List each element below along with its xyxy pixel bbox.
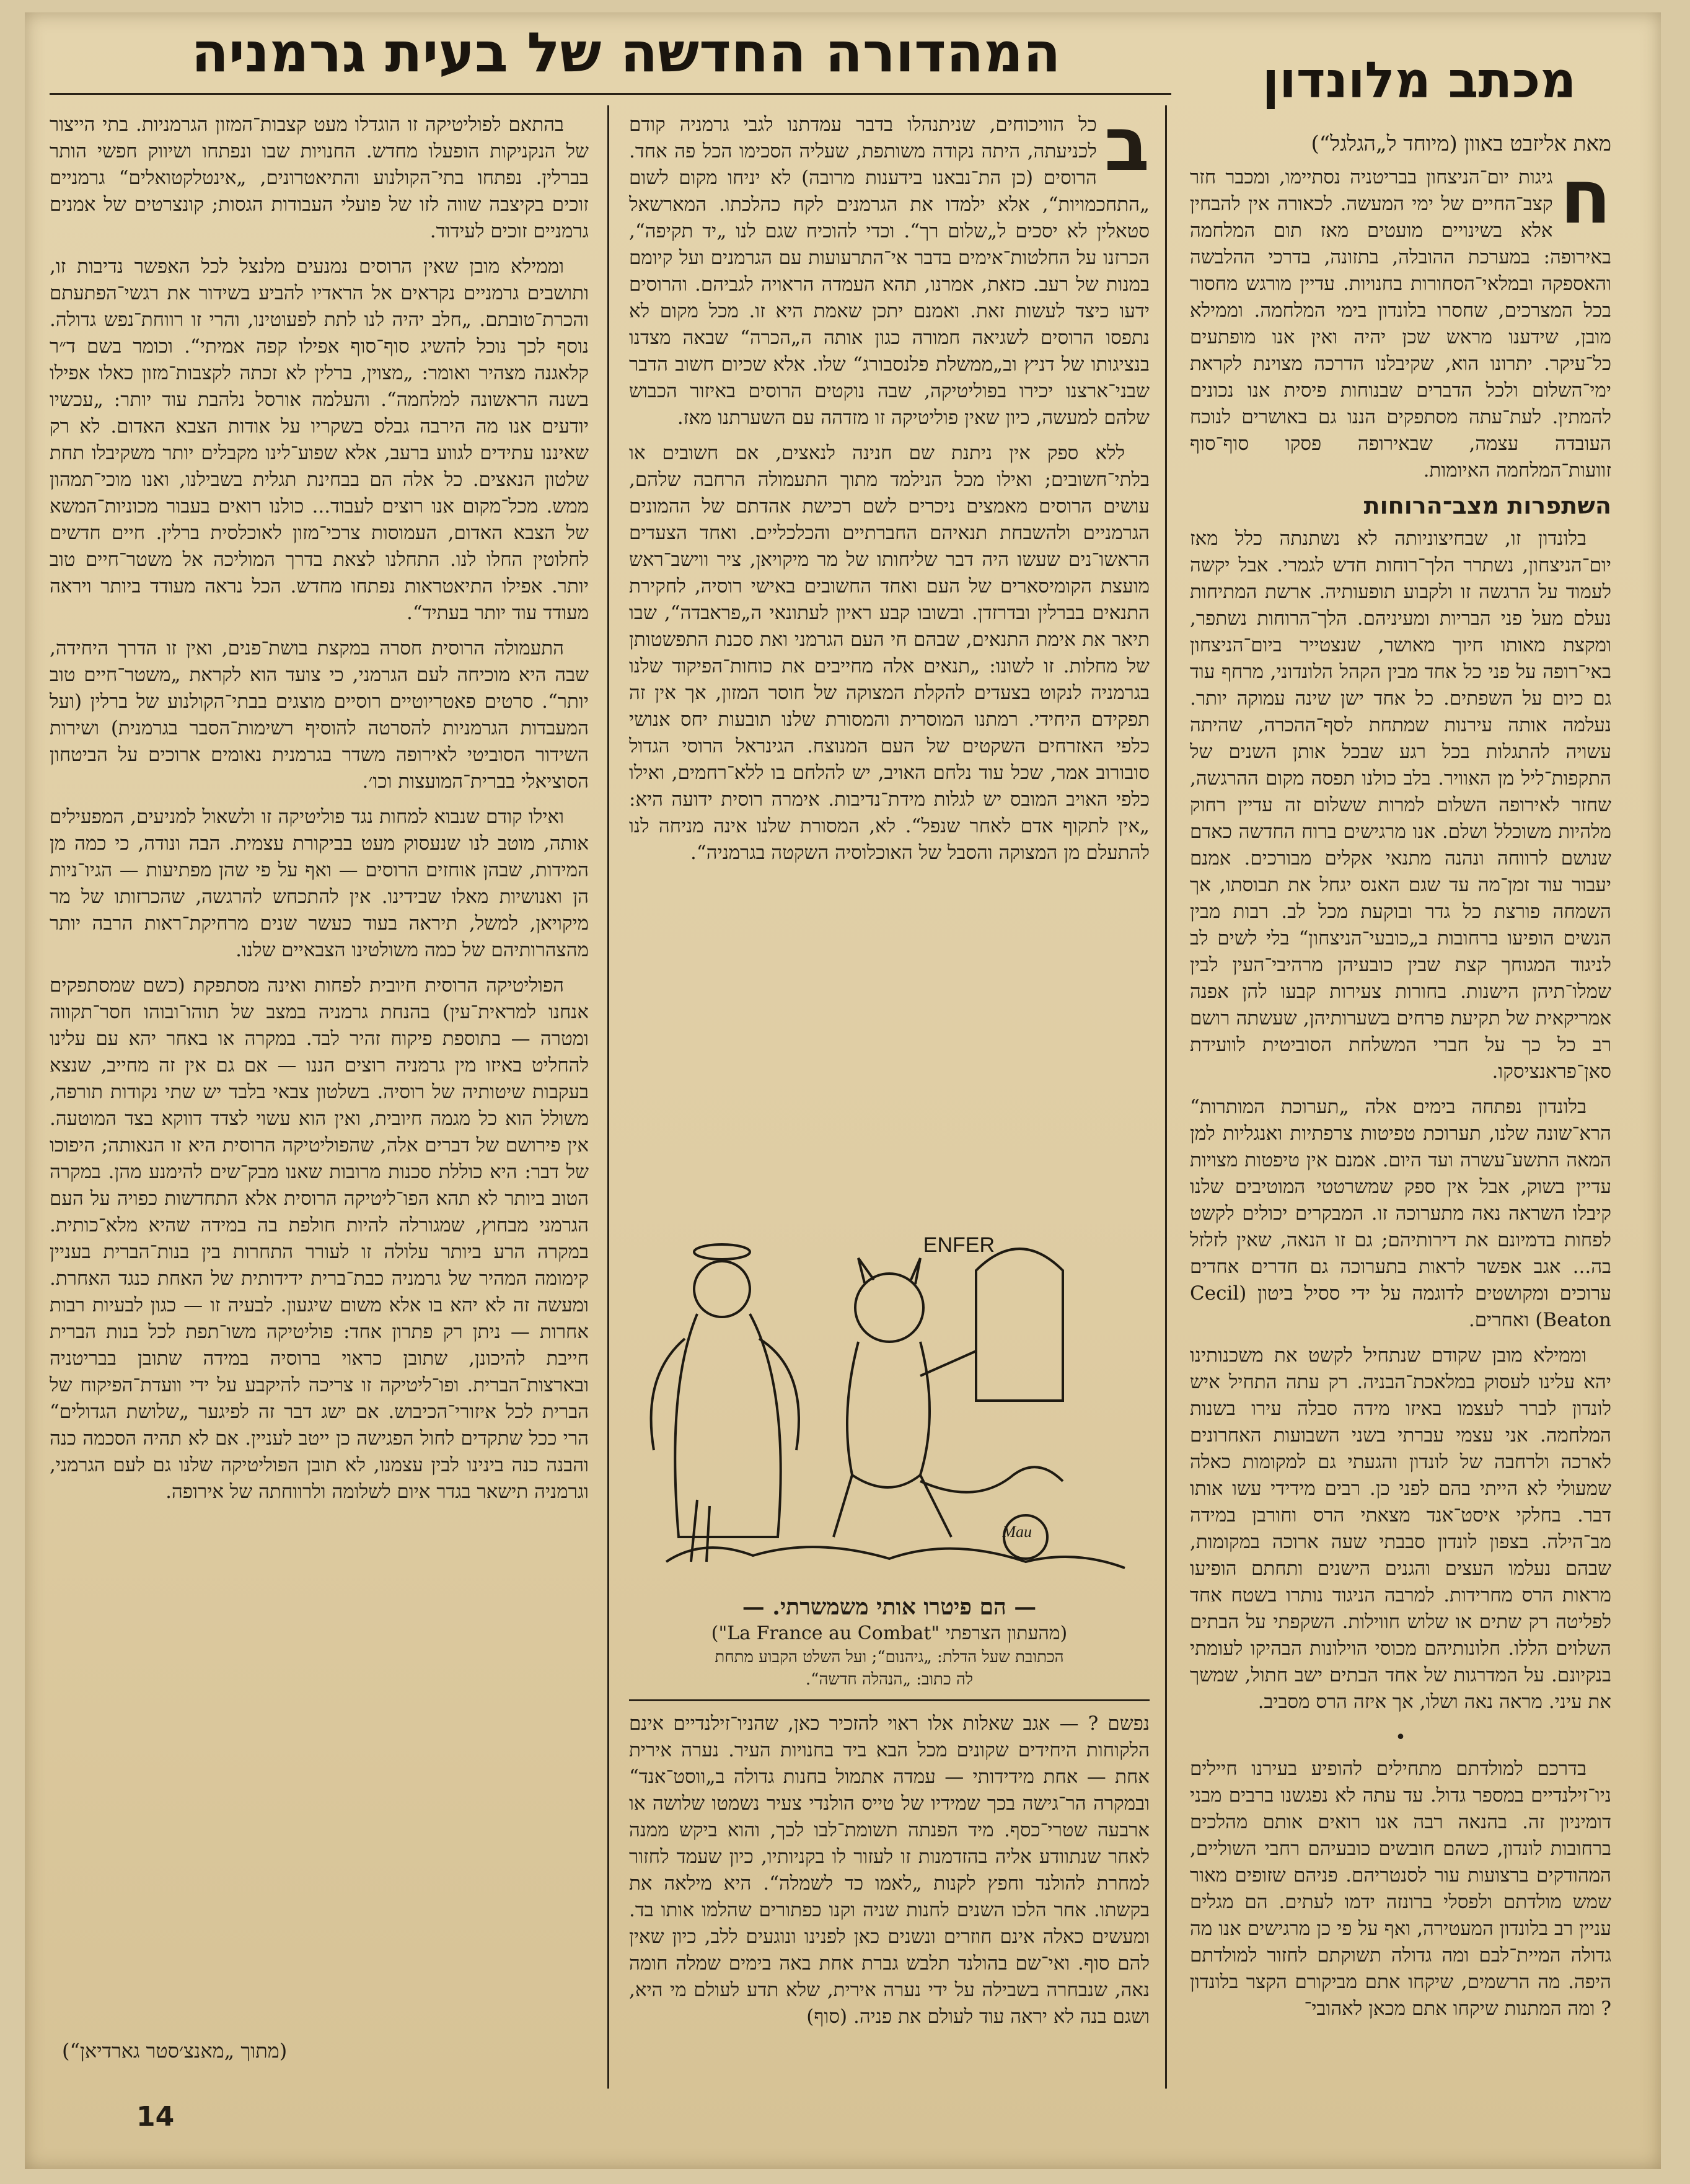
column-rule-1 [607, 105, 609, 2089]
right-article-paragraph: וממילא מובן שקודם שנתחיל לקשט את משכנותינו יהא עלינו לעסוק במלאכת־הבניה. רק עתה התחיל איש לונדון לברר לעצמו באיזו מידה סבלה עירו בשנות המלחמה. אני עצמי עברתי בשני השבועות האחרונים לארכה ולרחבה של לונדון והגעתי גם למקומות כאלה שמעולי לא הייתי בהם לפני כן. רבים מידידי עשו אותו דבר. בחלקי איסט־אנד מצאתי הרס וחורבן במידה מב־הילה. בצפון לונדון סבבתי שעה ארוכה במקומות, שבהם נעלמו העצים והגנים הישנים ותחתם הופיעו מראות הרס מחרידות. למרבה הניגוד נותרו בשטח אחד לפליטה רק שתים או שלוש חווילות. השקפתי על הבתים השלוים הללו. חלונותיהם מכוסי הוילונות הבהיקו לעומתי בנקיונם. על המדרגות של אחד הבתים ישב חתול, שמשך את עיני. מראה נאה ושלו, אך איזה הרס מסביב. [1190, 1344, 1611, 1713]
cartoon-caption-line-3: הכתובת שעל הדלת: „גיהנום“; ועל השלט הקבוע מתחת [715, 1648, 1064, 1667]
tombstone-text: ENFER [923, 1233, 995, 1257]
left-article-dropcap: ב [1104, 112, 1150, 188]
left-article-col-a [629, 112, 1150, 1215]
right-article-body [1190, 164, 1611, 2098]
left-article-source: (מתוך „מאנצ׳סטר גארדיאן“) [62, 2039, 288, 2063]
cartoon-illustration [629, 1215, 1150, 1587]
right-article-paragraph: בלונדון נפתחה בימים אלה „תערוכת המותרות“ הרא־שונה שלנו, תערוכת טפיטות צרפתיות ואנגליות למן המאה התשע־עשרה ועד היום. אמנם אין טיפטות מצויות עדיין בשוק, אבל אין ספק שמשרטטי המוטיבים שלנו קיבלו השראה נאה מתערוכה זו. המבקרים יכולים לקשט לפחות בדמיונם את דירותיהם; גם זו הנאה, שאין לזלזל בה... אגב אפשר לראות בתערוכה גם חדרים אחדים ערוכים ומקושטים לדוגמה על ידי ססיל ביטון (Cecil Beaton) ואחרים. [1190, 1096, 1611, 1331]
right-article-paragraph: בדרכם למולדתם מתחילים להופיע בעירנו חיילים ניו־זילנדיים במספר גדול. עד עתה לא נפגשנו ברבים מבני דומיניון זה. בהנאה רבה אנו רואים אותם מהלכים ברחובות לונדון, כשהם חובשים כובעיהם רחבי השוליים, המהודקים ברצועות עור לסנטריהם. פניהם שזופים מאור שמש מולדתם ולפסלי ברונזה ידמו לעתים. הם מגלים עניין רב בלונדון המעטירה, ואף על פי כן מרגישים אנו מה גדולה המיית־לבם ומה גדולה תשוקתם לחזור למולדתם היפה. מה הרשמים, שיקחו אתם מביקורם הקצר בלונדון ? ומה המתנות שיקחו אתם מכאן לאהובי־ [1190, 1758, 1611, 2020]
right-article-headline: מכתב מלונדון [1262, 51, 1577, 109]
left-article-paragraph: התעמולה הרוסית חסרה במקצת בושת־פנים, ואין זו הדרך היחידה, שבה היא מוכיחה לעם הגרמני, כי צועד הוא לקראת „משטר־חיים טוב יותר“. סרטים פאטריוטיים רוסיים מוצגים בבתי־הקולנוע של ברלין (ועל המעבדות הגרמניות להסרטה להוסיף רשימות־הסבר בגרמנית) ושירות השידור הסוביטי לאירופה משדר בגרמנית נאומים ארוכים על הביטחון הסוציאלי בברית־המועצות וכו׳. [50, 637, 589, 793]
right-article-paragraph: גיגות יום־הניצחון בבריטניה נסתיימו, ומכבר חזר קצב־החיים של ימי המעשה. לכאורה אין להבחין אלא בשינויים מועטים מאז תום המלחמה באירופה: במערכת ההובלה, בתזונה, בדרכי ההלבשה והאספקה ובמלאי־הסחורות בחנויות. עדיין מורגש מחסור בכל המצרכים, שחסרו בלונדון בימי המלחמה. וממילא מובן, שידענו מראש שכן יהיה ואין אנו מופתעים כל־עיקר. יתרונו הוא, שקיבלנו הדרכה מצוינת לקראת ימי־השלום ולכל הדברים שבנוחות פיסית אנו נכונים להמתין. לעת־עתה מסתפקים הננו גם באושרים לנוכח העובדה עצמה, שבאירופה פסקו סוף־סוף זוועות־המלחמה האיומות. [1190, 166, 1611, 482]
column-rule-2 [1165, 105, 1167, 2089]
cartoon-caption [629, 1593, 1150, 1691]
cartoon-caption-line-4: לה כתוב: „הנהלה חדשה“. [805, 1670, 974, 1689]
headline-rule [50, 93, 1171, 95]
left-article-headline: המהדורה החדשה של בעית גרמניה [191, 20, 1061, 84]
page-number: 14 [136, 2101, 175, 2133]
cartoon-signature: Mau [1002, 1523, 1032, 1541]
right-article-dropcap: ח [1560, 164, 1611, 240]
section-star-separator: • [1395, 1727, 1406, 1748]
right-article-byline: מאת אליזבט באוון (מיוחד ל„הגלגל“) [1311, 131, 1611, 156]
left-article-paragraph: וממילא מובן שאין הרוסים נמנעים מלנצל לכל האפשר נדיבות זו, ותושבים גרמניים נקראים אל הראדיו להביע בשידור את רגשי־הפתעתם והכרת־טובתם. „חלב יהיה לנו לתת לפעוטינו, והרי זו רווחת־נפש גדולה. נוסף לכך נוכל להשיג סוף־סוף אפילו קפה אמיתי“. וכומר בשם ד״ר קלאגנה מצהיר ואומר: „מצוין, ברלין לא זכתה לקצבות־מזון כאלו אפילו בשנה הראשונה למלחמה“. והעלמה אורסל נלהבת עוד יותר: „עכשיו יודעים אנו מה הירבה גבלס בשקריו על אודות הצבא האדום. לא רק שאיננו עתידים לגווע ברעב, אלא שפוע־לינו מקבלים יותר משקיבלו תחת שלטון הנאצים. כל אלה הם בבחינת תגלית בשבילנו, ואנו מוכי־תמהון ממש. מכל־מקום אנו רוצים לעבוד... כולנו רואים בעבור מכוניות־המשא של הצבא האדום, העמוסות צרכי־מזון לאוכלסית ברלין. חיים חדשים לחלוטין החלו לנו. התחלנו לצאת בדרך המוליכה אל משטר־חיים טוב יותר. אפילו התיאטראות נפתחו מחדש. הכל נראה מעודד ביותר ויראה מעודד עוד יותר בעתיד“. [50, 255, 589, 624]
left-article-paragraph: הפוליטיקה הרוסית חיובית לפחות ואינה מסתפקת (כשם שמסתפקים אנחנו למראית־עין) בהנחת גרמניה במצב של תוהו־ובוהו חסר־תקווה ומטרה — בתוספת פיקוח זהיר לבד. במקרה או באחר יהא עם עלינו להחליט באיזו מין גרמניה רוצים הננו — אם גם אין זה מחייב, שנצא בעקבות שיטותיה של רוסיה. בשלטון צבאי בלבד יש שתי נקודות תורפה, משולל הוא כל מגמה חיובית, ואין הוא עשוי לצדד דווקא בצד המוטעה. אין פירושם של דברים אלה, שהפוליטיקה הרוסית היא זו הנאותה; היפוכו של דבר: היא כוללת סכנות מרובות שאנו מבק־שים להימנע מהן. במקרה הטוב ביותר לא תהא הפו־ליטיקה הרוסית אלא התחדשות כפויה על העם הגרמני מבחוץ, שמגורלה להיות חולפת בה במידה שהיא מלא־כותית. במקרה הרע ביותר עלולה זו לעורר התחרות בין בנות־הברית בעניין קימומה המהיר של גרמניה כבת־ברית ידידותית של האחת כנגד האחרת. ומעשה זה לא יהא בו אלא משום שיגעון. לבעיה זו — כגון לבעיות רבות אחרות — ניתן רק פתרון אחד: פוליטיקה משו־תפת לכל בנות הברית חייבת להיכונן, שתובן כראוי ברוסיה במידה שתובן בבריטניה ובארצות־הברית. ופו־ליטיקה זו צריכה להיקבע על ידי וועדת־הפיקוח של הברית לכל איזורי־הכיבוש. אם ישג דבר זה לפיגער „שלושת הגדולים“ הרי ככל שתקדים לחול הפגישה כן ייטב לעניין. אם לא תהיה הסכמה כנה והבנה כנה בינינו לבין עצמנו, לא תובן הפוליטיקה שלנו גם לעם הגרמני, וגרמניה תישאר בגדר איום לשלומה ולרווחתה של אירופה. [50, 974, 589, 1503]
right-article-subhead: השתפרות מצב־הרוחות [1363, 492, 1611, 519]
caption-rule [629, 1699, 1150, 1701]
left-article-paragraph: ללא ספק אין ניתנת שם חנינה לנאצים, אם חשובים או בלתי־חשובים; ואילו מכל הנילמד מתוך התעמולה הרחבה שלהם, עושים הרוסים מאמצים ניכרים לשם רכישת אהדתם של ההמונים הגרמניים ולהשבחת תנאיהם החברתיים והכלכליים. ואחד הצעדים הראשו־נים שעשו היה דבר שליחותו של מר מיקויאן, ציר ווישב־ראש מועצת הקומיסארים של העם ואחד החשובים באישי רוסיה, לחקירת התנאים בברלין ובדרזדן. ובשובו קבע ראיון לעתונאי ה„פראבדה“, שבו תיאר את אימת התנאים, שבהם חי העם הגרמני ואת סכנת התפשטותן של מחלות. זו לשונו: „תנאים אלה מחייבים את כוחות־הפיקוד שלנו בגרמניה לנקוט בצעדים להקלת המצוקה של חוסר המזון, אך אין זה תפקידם היחידי. רמתנו המוסרית והמסורת שלנו תובעות יחס אנושי כלפי האזרחים השקטים של העם המנוצח. הגינראל הרוסי הגדול סובורוב אמר, שכל עוד נלחם האויב, יש להלחם בו ללא־רחמים, ואילו כלפי האויב המובס יש לגלות מידת־נדיבות. אימרה רוסית ידועה היא: „אין לתקוף אדם לאחר שנפל“. לא, המסורת שלנו אינה מניחה לנו להתעלם מן המצוקה והסבל של האוכלוסיה השקטה בגרמניה“. [629, 442, 1150, 864]
right-article-continuation-paragraph: נפשם ? — אגב שאלות אלו ראוי להזכיר כאן, שהניו־זילנדיים אינם הלקוחות היחידים שקונים מכל הבא ביד בחנויות העיר. נערה אירית אחת — אחת מידידותי — עמדה אתמול בחנות גדולה ב„ווסט־אנד“ ובמקרה הר־גישה בכך שמידיו של טייס הולנדי צעיר נשמטו שלושה או ארבעה שטרי־כסף. מיד הפנתה תשומת־לבו לכך, והוא ביקש ממנה לאחר שנתוודע אליה בהזדמנות זו לעזור לו בקניותיו, כיון שעמד לחזור למחרת להולנד וחפץ לקנות „לאמו כד לשמלה“. היא מילאה את בקשתו. אחר הלכו השנים לחנות שניה וקנו כפתורים שהלמו אותו בד. ומעשים כאלה אינם חוזרים ונשנים כאן לפנינו ונוגעים ללב, כיון שאין להם סוף. ואי־שם בהולנד תלבש גברת אחת באה בימים שמלה חומה נאה, שנבחרה בשבילה על ידי נערה אירית, שלא תדע לעולם מי היא, ושגם בנה לא יראה עוד לעולם את פניה. (סוף) [629, 1712, 1150, 2028]
right-article-paragraph: בלונדון זו, שבחיצוניותה לא נשתנתה כלל מאז יום־הניצחון, נשתרר הלך־רוחות חדש לגמרי. אבל יקשה לעמוד על הרגשה זו ולקבוע תופעותיה. ארשת המתיחות נעלם מעל פני הבריות ומעיניהם. הלך־הרוחות נשתפר, ומקצת מאותו חיוך מאושר, שנצטייר ביום־הניצחון באי־רופה על פני כל אחד מבין הקהל הלונדוני, מרחף עוד גם כיום על השפתים. כל אחד ישן שינה עמוקה יותר. נעלמה אותה עירנות שמתחת לסף־ההכרה, שהיתה עשויה להתגלות בכל רגע שבכל אותן השנים של התקפות־ליל מן האוויר. בלב כולנו תפסה מקום ההרגשה, שחזר לאירופה השלום למרות ששלום זה עדיין רחוק מלהיות משוכלל ושלם. אנו מרגישים ברוח החדשה כאדם שנושם לרווחה ונהנה מתנאי אקלים מבורכים. אמנם יעבור עוד זמן־מה עד שגם האנס יגחל את תבוסתו, אך השמחה פורצת כל גדר ובוקעת מכל לב. רבות מבין הנשים הופיעו ברחובות ב„כובעי־הניצחון“ בלי לשים לב לניגוד המגוחך קצת שבין כובעיהן מרהיבי־העין לבין שמלו־תיהן הישנות. בחורות צעירות קבעו להן אפנה אמריקאית של תקיעת פרחים בשערותיהן, שעשתה רושם רב כל כך על חברי המשלחת הסוביטית לוועידת סאן־פראנציסקו. [1190, 527, 1611, 1083]
newspaper-page [25, 12, 1661, 2169]
cartoon [629, 1215, 1150, 1587]
left-article-paragraph: בהתאם לפוליטיקה זו הוגדלו מעט קצבות־המזון הגרמניות. בתי הייצור של הנקניקות הופעלו מחדש. החנויות שבו ונפתחו ושיווק חפשי הותר בברלין. נפתחו בתי־הקולנוע והתיאטרונים, „אינטלקטואלים“ גרמניים זוכים בקיצבה שווה לזו של פועלי העבודות הגסות; קונצרטים של אמנים גרמניים זוכים לעידוד. [50, 113, 589, 242]
tombstone-shape [976, 1249, 1063, 1401]
right-article-continuation [629, 1711, 1150, 2095]
left-article-paragraph: כל הוויכוחים, שניתנהלו בדבר עמדתנו לגבי גרמניה קודם לכניעתה, היתה נקודה משותפת, שעליה הסכימו הכל פה אחד. הרוסים (כן הת־נבאנו בידענות מרובה) לא יניחו מקום לשום „התחכמויות“, אלא ילמדו את הגרמנים לקח כהלכתו. המארשאל סטאלין לא יסכים ל„שלום רך“. וכדי להוכיח שגם לנו „יד תקיפה“, הכרזנו על החלטות־אימים בדבר אי־התרעועות עם הגרמנים ועל קיומם במנות של רעב. כזאת, אמרנו, תהא העמדה הראויה לגביהם. והרוסים ידעו כיצד לעשות זאת. ואמנם יתכן שאמת היא זו. מכל מקום לא נתפסו הרוסים לשגיאה חמורה כגון אותה ה„הכרה“ שבאה מצדנו בנציגותו של דניץ וב„ממשלת פלנסבורג“ שלו. אלא שכיום חשוב הדבר שבני־ארצנו יכירו בפוליטיקה, שבה נוקטים הרוסים באיזור הכבוש שלהם למעשה, כיון שאין פוליטיקה זו מזדהה עם השערתנו מאז. [629, 113, 1150, 429]
cartoon-caption-line-2: (מהעתון הצרפתי "La France au Combat") [711, 1623, 1068, 1644]
left-article-col-b [50, 112, 589, 2033]
cartoon-caption-line-1: — הם פיטרו אותי משמשרתי. — [742, 1594, 1037, 1620]
left-article-paragraph: ואילו קודם שנבוא למחות נגד פוליטיקה זו ולשאול למניעים, המפעילים אותה, מוטב לנו שנעסוק מעט בביקורת עצמית. הבה ונודה, כי כמה מן המידות, שבהן אוחזים הרוסים — ואף על פי שהן מפתיעות — הגיו־ניות הן ואנושיות מאלו שבידינו. אין להתכחש להרגשה, שהכרזותו של מר מיקויאן, למשל, תיראה בעוד כעשר שנים מרחיקת־ראות הרבה יותר מהצהרותיהם של כמה משולטינו הצבאיים שלנו. [50, 806, 589, 961]
